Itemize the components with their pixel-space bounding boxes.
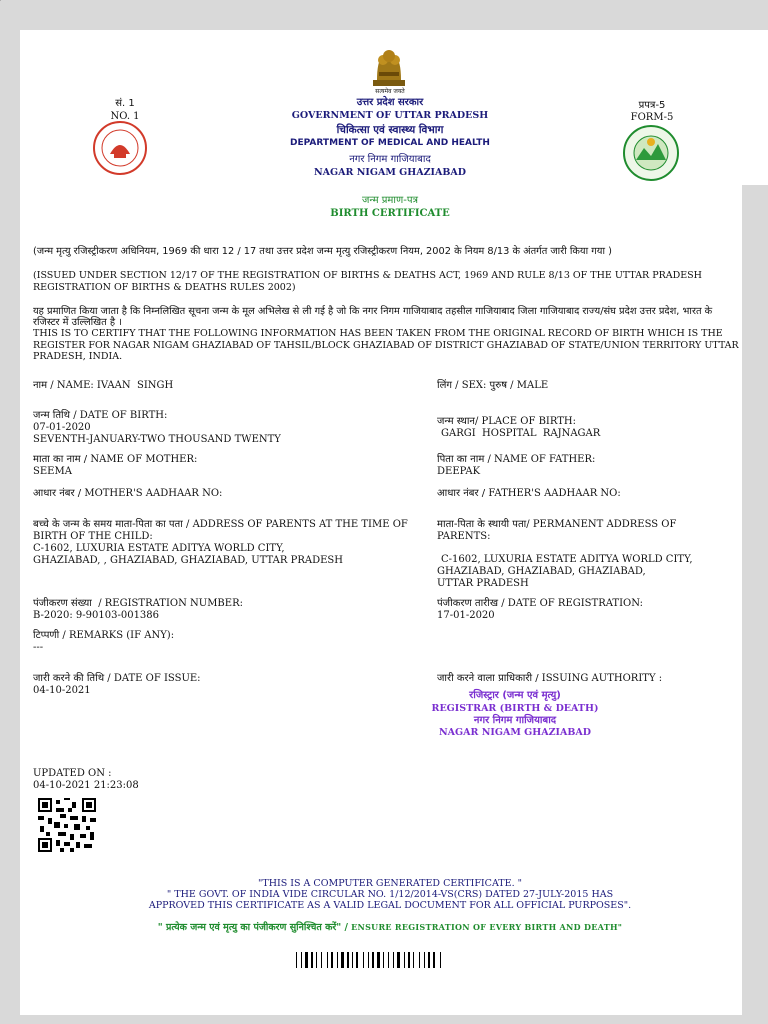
registration-date-label-en: / DATE OF REGISTRATION: bbox=[498, 598, 643, 609]
ashoka-emblem-icon bbox=[365, 46, 413, 90]
father-label-hi: पिता का नाम bbox=[437, 454, 485, 465]
registration-number-field bbox=[33, 598, 413, 610]
dob-label-hi: जन्म तिथि bbox=[33, 410, 71, 421]
name-label-hi: नाम bbox=[33, 380, 48, 391]
father-aadhaar-field bbox=[437, 488, 737, 500]
circular-note-line2: APPROVED THIS CERTIFICATE AS A VALID LEGAL DOCUMENT FOR ALL OFFICIAL PURPOSES". bbox=[148, 900, 632, 911]
issued-under-en: (ISSUED UNDER SECTION 12/17 OF THE REGISTRATION OF BIRTHS & DEATHS ACT, 1969 AND RULE 8/13 OF THE UTTAR PRADESH REGISTRATION OF BIRTHS & DEATHS RULES 2002) bbox=[33, 270, 702, 293]
mother-aadhaar-hi: आधार नंबर / bbox=[33, 488, 82, 499]
dob-words: SEVENTH-JANUARY-TWO THOUSAND TWENTY bbox=[33, 434, 281, 445]
registrar-hi: रजिस्ट्रार (जन्म एवं मृत्यु) bbox=[469, 690, 561, 701]
issue-date-value: 04-10-2021 bbox=[33, 685, 91, 696]
mother-label-en: NAME OF MOTHER: bbox=[90, 454, 198, 465]
govt-en: GOVERNMENT OF UTTAR PRADESH bbox=[291, 110, 489, 121]
mother-aadhaar-field bbox=[33, 488, 413, 500]
permanent-address-line3: UTTAR PRADESH bbox=[437, 578, 529, 589]
dob-value: 07-01-2020 bbox=[33, 422, 91, 433]
mother-label-hi: माता का नाम / bbox=[33, 454, 88, 465]
mother-value: SEEMA bbox=[33, 466, 72, 477]
right-seal-text bbox=[0, 0, 1, 1]
birth-address-label-hi: बच्चे के जन्म के समय माता-पिता का पता bbox=[33, 519, 183, 530]
mother-field bbox=[33, 454, 413, 466]
birth-address-label bbox=[33, 519, 418, 543]
registration-number-label-hi: पंजीकरण संख्या bbox=[33, 598, 92, 609]
permanent-address-label bbox=[437, 519, 697, 543]
certificate-title-en: BIRTH CERTIFICATE bbox=[330, 208, 450, 219]
govt-hi: उत्तर प्रदेश सरकार bbox=[356, 97, 424, 108]
updated-value: 04-10-2021 21:23:08 bbox=[33, 780, 139, 791]
dob-label-en: / DATE OF BIRTH: bbox=[70, 410, 168, 421]
pob-label-en: / PLACE OF BIRTH: bbox=[474, 416, 576, 427]
permanent-address-label-en: / PERMANENT ADDRESS OF PARENTS: bbox=[437, 519, 677, 542]
registration-date-field bbox=[437, 598, 737, 610]
form-en: FORM-5 bbox=[630, 112, 674, 123]
sex-label-en: / SEX: bbox=[452, 380, 490, 391]
registration-number-label-en: / REGISTRATION NUMBER: bbox=[91, 598, 243, 609]
permanent-address-line1: C-1602, LUXURIA ESTATE ADITYA WORLD CITY, bbox=[441, 554, 693, 565]
birth-address-label-en: / ADDRESS OF PARENTS AT THE TIME OF BIRTH OF THE CHILD: bbox=[33, 519, 408, 542]
sex-field bbox=[437, 380, 737, 392]
sex-value-hi: पुरुष bbox=[489, 380, 507, 391]
nigam-en: NAGAR NIGAM GHAZIABAD bbox=[313, 167, 467, 178]
issuing-authority-label-en: ISSUING AUTHORITY : bbox=[541, 673, 663, 684]
barcode-icon bbox=[296, 952, 472, 968]
father-aadhaar-hi: आधार नंबर / bbox=[437, 488, 486, 499]
authority-nigam-en: NAGAR NIGAM GHAZIABAD bbox=[438, 727, 592, 738]
page-edge-strip bbox=[742, 30, 768, 185]
father-field bbox=[437, 454, 737, 466]
registration-date-label-hi: पंजीकरण तारीख bbox=[437, 598, 499, 609]
computer-generated-note: "THIS IS A COMPUTER GENERATED CERTIFICATE. " bbox=[258, 878, 522, 889]
remarks-field bbox=[33, 630, 413, 642]
qr-code-icon bbox=[38, 798, 96, 852]
father-aadhaar-en: FATHER'S AADHAAR NO: bbox=[488, 488, 621, 499]
name-value: IVAAN SINGH bbox=[96, 380, 174, 391]
serial-en: NO. 1 bbox=[110, 111, 140, 122]
state-emblem bbox=[365, 46, 413, 90]
up-govt-seal bbox=[92, 120, 148, 176]
dept-en: DEPARTMENT OF MEDICAL AND HEALTH bbox=[290, 138, 490, 148]
registration-date-value: 17-01-2020 bbox=[437, 610, 495, 621]
permanent-address-label-hi: माता-पिता के स्थायी पता bbox=[437, 519, 527, 530]
qr-code[interactable] bbox=[38, 798, 96, 852]
circular-note-line1: " THE GOVT. OF INDIA VIDE CIRCULAR NO. 1/12/2014-VS(CRS) DATED 27-JULY-2015 HAS bbox=[166, 889, 614, 900]
serial-hi: सं. 1 bbox=[115, 98, 135, 109]
certify-en: THIS IS TO CERTIFY THAT THE FOLLOWING INFORMATION HAS BEEN TAKEN FROM THE ORIGINAL RECORD OF BIRTH WHICH IS THE REGISTER FOR NAGAR NIGAM GHAZIABAD OF TAHSIL/BLOCK GHAZIABAD OF DISTRICT GHAZIABAD OF STATE/UNION TERRITORY UTTAR PRADESH, INDIA. bbox=[33, 328, 739, 362]
name-field bbox=[33, 380, 393, 392]
certify-hi: यह प्रमाणित किया जाता है कि निम्नलिखित सूचना जन्म के मूल अभिलेख से ली गई है जो कि नगर निगम गाजियाबाद तहसील गाजियाबाद जिला गाजियाबाद राज्य/संघ प्रदेश उत्तर प्रदेश, भारत के रजिस्टर में उल्लिखित है । bbox=[33, 306, 713, 328]
up-govt-seal-icon bbox=[92, 120, 148, 176]
barcode bbox=[296, 952, 472, 968]
remarks-label-hi: टिप्पणी bbox=[33, 630, 60, 641]
father-label-en: / NAME OF FATHER: bbox=[484, 454, 596, 465]
remarks-value: --- bbox=[33, 642, 44, 653]
pob-field bbox=[437, 416, 737, 428]
emblem-caption: सत्यमेव जयते bbox=[375, 88, 405, 95]
slogan-en: ENSURE REGISTRATION OF EVERY BIRTH AND DEATH" bbox=[351, 922, 623, 932]
nagar-nigam-seal-icon bbox=[622, 124, 680, 182]
issue-date-label-en: / DATE OF ISSUE: bbox=[104, 673, 201, 684]
authority-nigam-hi: नगर निगम गाजियाबाद bbox=[473, 715, 557, 726]
updated-label: UPDATED ON : bbox=[33, 768, 112, 779]
dept-hi: चिकित्सा एवं स्वास्थ्य विभाग bbox=[336, 124, 444, 136]
father-value: DEEPAK bbox=[437, 466, 481, 477]
birth-address-line2: GHAZIABAD, , GHAZIABAD, GHAZIABAD, UTTAR PRADESH bbox=[33, 555, 343, 566]
slogan-hi: " प्रत्येक जन्म एवं मृत्यु का पंजीकरण सुनिश्चित करें" / bbox=[157, 922, 349, 933]
remarks-label-en: / REMARKS (IF ANY): bbox=[59, 630, 175, 641]
issuing-authority-field bbox=[437, 673, 737, 685]
sex-value-en: / MALE bbox=[507, 380, 549, 391]
pob-value: GARGI HOSPITAL RAJNAGAR bbox=[441, 428, 601, 439]
nagar-nigam-seal bbox=[622, 124, 680, 182]
birth-address-line1: C-1602, LUXURIA ESTATE ADITYA WORLD CITY, bbox=[33, 543, 285, 554]
mother-aadhaar-en: MOTHER'S AADHAAR NO: bbox=[84, 488, 223, 499]
registration-number-value: B-2020: 9-90103-001386 bbox=[33, 610, 160, 621]
issue-date-label-hi: जारी करने की तिथि bbox=[33, 673, 105, 684]
issuing-authority-label-hi: जारी करने वाला प्राधिकारी / bbox=[437, 673, 539, 684]
name-label-en: / NAME: bbox=[47, 380, 97, 391]
pob-label-hi: जन्म स्थान bbox=[437, 416, 475, 427]
permanent-address-line2: GHAZIABAD, GHAZIABAD, GHAZIABAD, bbox=[437, 566, 646, 577]
nigam-hi: नगर निगम गाजियाबाद bbox=[349, 154, 431, 165]
sex-label-hi: लिंग bbox=[437, 380, 452, 391]
issued-under-hi: (जन्म मृत्यु रजिस्ट्रीकरण अधिनियम, 1969 की धारा 12 / 17 तथा उत्तर प्रदेश जन्म मृत्यु रजिस्ट्रीकरण नियम, 2002 के नियम 8/13 के अंतर्गत जारी किया गया ) bbox=[33, 246, 612, 257]
issue-date-field bbox=[33, 673, 413, 685]
form-hi: प्रपत्र-5 bbox=[638, 100, 666, 111]
slogan bbox=[100, 921, 680, 934]
dob-field bbox=[33, 410, 413, 422]
certificate-title-hi: जन्म प्रमाण-पत्र bbox=[361, 195, 419, 206]
registrar-en: REGISTRAR (BIRTH & DEATH) bbox=[431, 703, 599, 714]
